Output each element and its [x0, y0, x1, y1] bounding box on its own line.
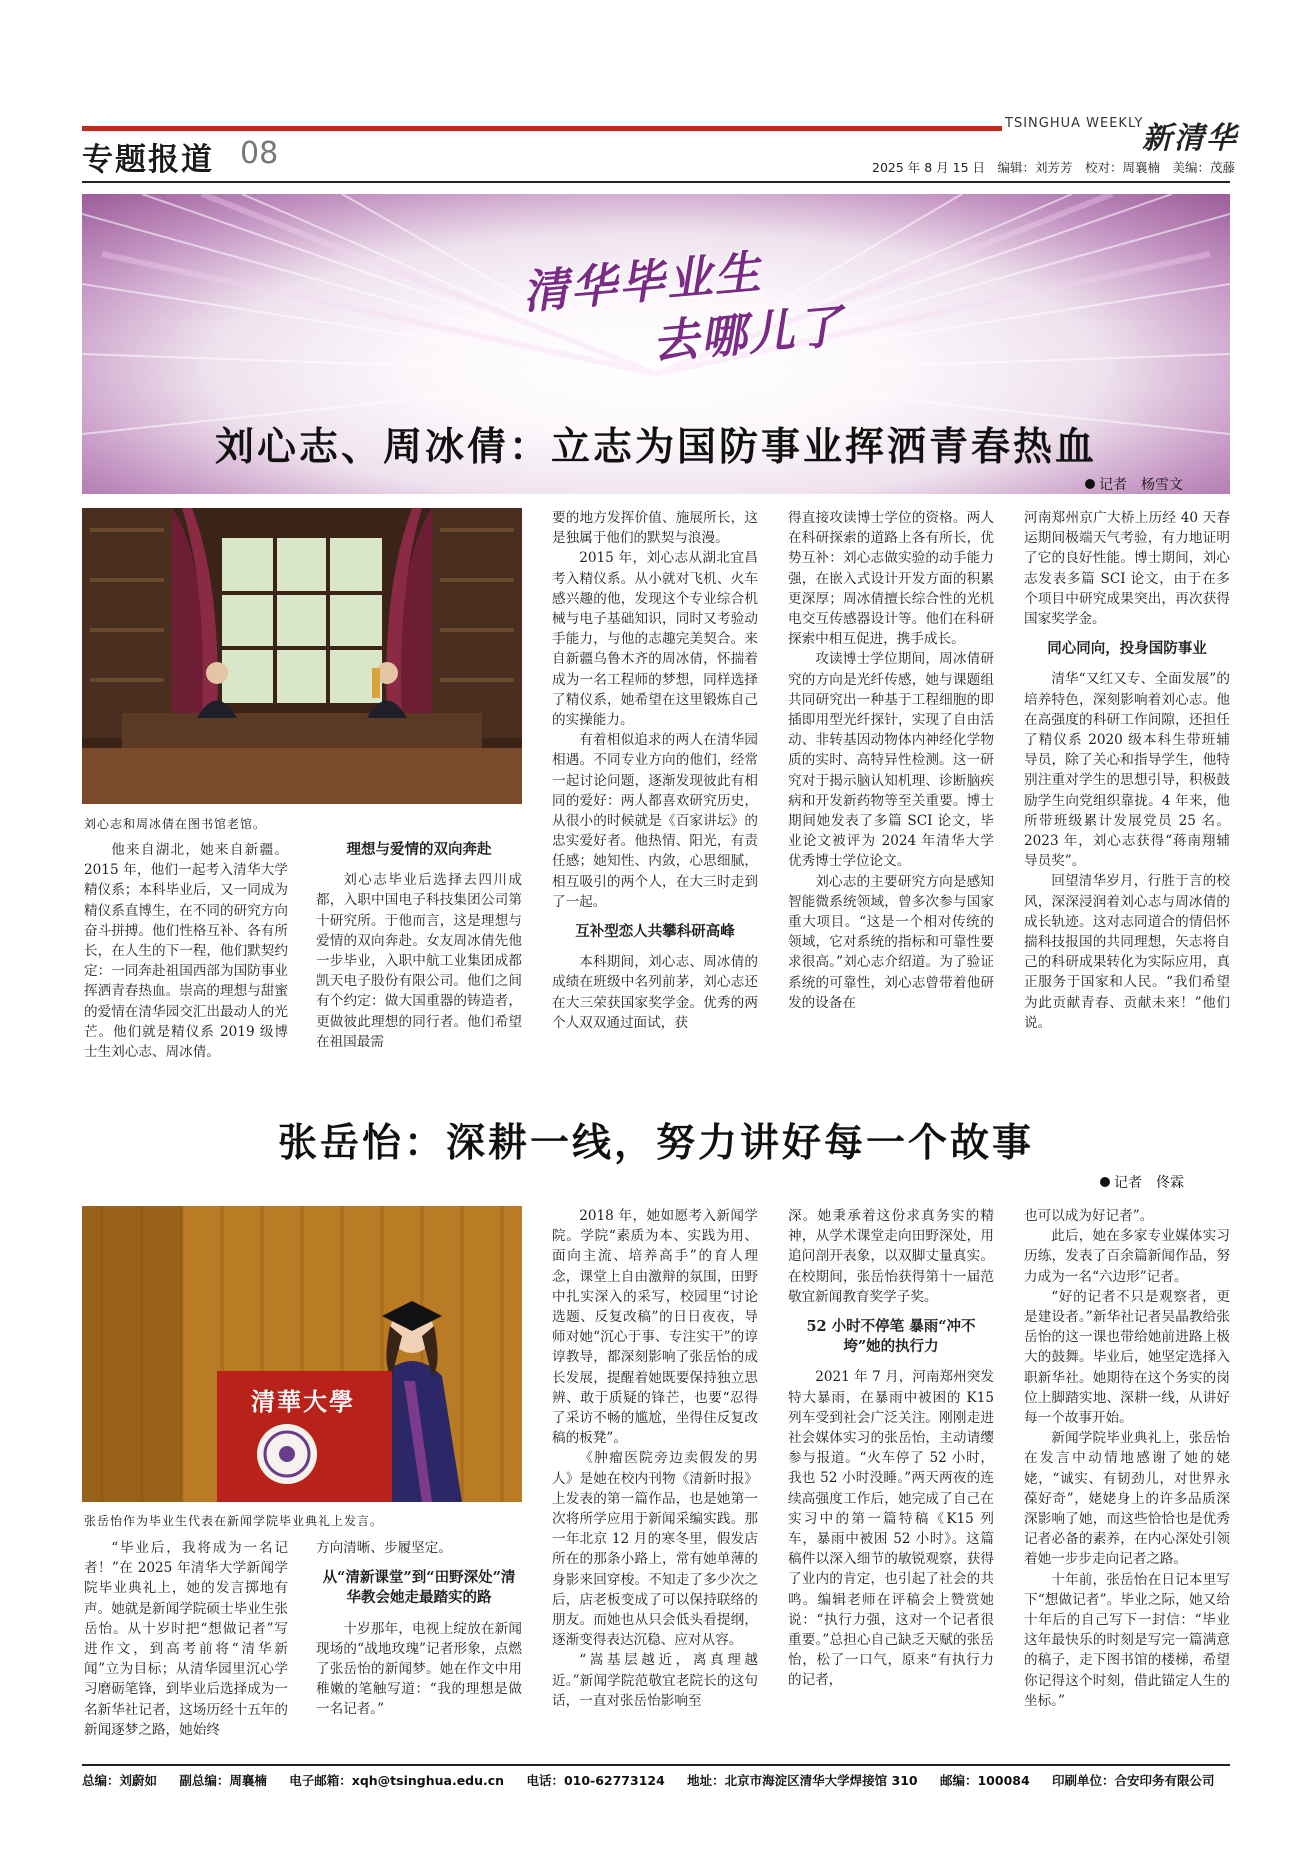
paragraph: 有着相似追求的两人在清华园相遇。不同专业方向的他们，经常一起讨论问题，逐渐发现彼此有相同的爱好：两人都喜欢研究历史，从很小的时候就是《百家讲坛》的忠实爱好者。他热情、阳光，有责任感；她知性、内敛，心思细腻，相互吸引的两个人，在大三时走到了一起。 [552, 732, 758, 910]
paragraph: 清华“又红又专、全面发展”的培养特色，深刻影响着刘心志。他在高强度的科研工作间隙，还担任了精仪系 2020 级本科生带班辅导员，除了关心和指导学生，他特别注重对学生的思想引导，积极鼓励学生向党组织靠拢。4 年来，他所带班级累计发展党员 25 名。2023 年，刘心志获得“蒋南翔辅导员奖”。 [1024, 671, 1230, 870]
story2-column-1 [84, 1538, 288, 1758]
footer-address: 地址：北京市海淀区清华大学焊接馆 310 [687, 1773, 918, 1788]
paragraph: “嵩基层越近，离真理越近。”新闻学院范敬宜老院长的这句话，一直对张岳怡影响至 [552, 1652, 758, 1709]
paragraph: 十岁那年，电视上绽放在新闻现场的“战地玫瑰”记者形象，点燃了张岳怡的新闻梦。她在作文中用稚嫩的笔触写道：“我的理想是做一名记者。” [316, 1620, 522, 1718]
paragraph: 河南郑州京广大桥上历经 40 天春运期间极端天气考验，有力地证明了它的良好性能。博士期间，刘心志发表多篇 SCI 论文，由于在多个项目中研究成果突出，再次获得国家奖学金。 [1024, 510, 1230, 628]
subheading: 从“清新课堂”到“田野深处”清华教会她走最踏实的路 [322, 1569, 516, 1607]
subheading: 互补型恋人共攀科研高峰 [575, 923, 735, 941]
paragraph: “毕业后，我将成为一名记者！”在 2025 年清华大学新闻学院毕业典礼上，她的发言掷地有声。她就是新闻学院硕士毕业生张岳怡。从十岁时把“想做记者”写进作文，到高考前将“清华新闻”立为目标；从清华园里沉心学习磨砺笔锋，到毕业后选择成为一名新华社记者，这场历经十五年的新闻逐梦之路，她始终 [84, 1540, 288, 1738]
header-rule [82, 181, 1230, 183]
story1-byline-text: 记者 杨雪文 [1099, 477, 1183, 493]
story2-photo [82, 1206, 522, 1502]
paragraph: 此后，她在多家专业媒体实习历练，发表了百余篇新闻作品，努力成为一名“六边形”记者。 [1024, 1228, 1230, 1285]
paragraph: 本科期间，刘心志、周冰倩的成绩在班级中名列前茅，刘心志还在大三荣获国家奖学金。优秀的两个人双双通过面试，获 [552, 954, 758, 1031]
story1-column-2 [316, 840, 522, 1072]
paragraph: 刘心志的主要研究方向是感知智能微系统领域，曾多次参与国家重大项目。“这是一个相对传统的领域，它对系统的指标和可靠性要求很高。”刘心志介绍道。为了验证系统的可靠性，刘心志曾带着他研发的设备在 [788, 873, 994, 1011]
story2-byline [1100, 1172, 1184, 1192]
story1-headline: 刘心志、周冰倩：立志为国防事业挥洒青春热血 [214, 424, 1097, 470]
page-number: 08 [240, 136, 279, 171]
footer-phone: 电话：010-62773124 [526, 1773, 665, 1788]
subheading: 52 小时不停笔 暴雨“冲不垮”她的执行力 [806, 1318, 976, 1356]
story2-column-3 [552, 1206, 758, 1758]
story1-byline [1085, 474, 1183, 494]
banner-title-line1: 清华毕业生 [520, 244, 765, 320]
footer-rule [82, 1764, 1230, 1766]
paragraph: “好的记者不只是观察者，更是建设者。”新华社记者吴晶教给张岳怡的这一课也带给她前进路上极大的鼓舞。毕业后，她坚定选择入职新华社。她期待在这个务实的岗位上脚踏实地、深耕一线，从讲好每一个故事开始。 [1024, 1288, 1230, 1427]
newspaper-logo: 新清华 [1142, 121, 1238, 156]
paragraph: 深。她秉承着这份求真务实的精神，从学术课堂走向田野深处，用追问剖开表象，以双脚丈量真实。在校期间，张岳怡获得第十一届范敬宜新闻教育奖学子奖。 [788, 1208, 994, 1305]
paragraph: 刘心志毕业后选择去四川成都，入职中国电子科技集团公司第十研究所。于他而言，这是理想与爱情的双向奔赴。女友周冰倩先他一步毕业，入职中航工业集团成都凯天电子股份有限公司。他们之间有个约定：做大国重器的铸造者，更做彼此理想的同行者。他们希望在祖国最需 [316, 872, 522, 1050]
story1-column-5 [1024, 508, 1230, 1072]
paragraph: 十年前，张岳怡在日记本里写下“想做记者”。毕业之际，她又给十年后的自己写下一封信：“毕业这年最快乐的时刻是写完一篇满意的稿子，走下图书馆的楼梯，希望你记得这个时刻，借此锚定人生的坐标。” [1024, 1571, 1230, 1709]
paragraph: 2015 年，刘心志从湖北宜昌考入精仪系。从小就对飞机、火车感兴趣的他，发现这个专业综合机械与电子基础知识，同时又考验动手能力，与他的志趣完美契合。来自新疆乌鲁木齐的周冰倩，怀揣着成为一名工程师的梦想，同样选择了精仪系，她希望在这里锻炼自己的实操能力。 [552, 550, 758, 729]
story2-byline-text: 记者 佟霖 [1114, 1175, 1184, 1191]
paragraph: 攻读博士学位期间，周冰倩研究的方向是光纤传感，她与课题组共同研究出一种基于工程细胞的即插即用型光纤探针，实现了自由活动、非转基因动物体内神经化学物质的实时、高特异性检测。这一研究对于揭示脑认知机理、诊断脑疾病和开发新药物等至关重要。博士期间她发表了多篇 SCI 论文，毕业论文被评为 2024 年清华大学优秀博士学位论文。 [788, 651, 994, 870]
issue-meta: 2025 年 8 月 15 日 编辑：刘芳芳 校对：周襄楠 美编：茂藤 [872, 160, 1236, 175]
section-title: 专题报道 [82, 142, 214, 178]
footer-deputy-editor: 副总编：周襄楠 [179, 1773, 267, 1788]
story1-column-4 [788, 508, 994, 1072]
story1-column-1 [84, 840, 288, 1072]
footer-postcode: 邮编：100084 [939, 1773, 1030, 1788]
newspaper-name-en: TSINGHUA WEEKLY [1005, 116, 1144, 131]
banner-title-line2: 去哪儿了 [650, 298, 847, 370]
header-red-bar [82, 126, 1002, 131]
story1-column-3 [552, 508, 758, 1072]
footer-info [82, 1771, 1230, 1789]
story2-headline: 张岳怡：深耕一线，努力讲好每一个故事 [277, 1120, 1034, 1166]
story2-photo-caption: 张岳怡作为毕业生代表在新闻学院毕业典礼上发言。 [84, 1514, 384, 1528]
subheading: 同心同向，投身国防事业 [1047, 640, 1207, 658]
subheading: 理想与爱情的双向奔赴 [346, 841, 492, 858]
footer-email: 电子邮箱：xqh@tsinghua.edu.cn [289, 1773, 505, 1788]
podium-logo: 清華大學 [251, 1387, 355, 1416]
story2-column-4 [788, 1206, 994, 1758]
story1-photo-caption: 刘心志和周冰倩在图书馆老馆。 [84, 817, 267, 831]
story1-photo [82, 508, 522, 804]
paragraph: 新闻学院毕业典礼上，张岳怡在发言中动情地感谢了她的姥姥，“诚实、有韧劲儿，对世界永葆好奇”，姥姥身上的许多品质深深影响了她，而这些恰恰也是优秀记者必备的素养，在内心深处引领着她一步步走向记者之路。 [1024, 1430, 1230, 1568]
paragraph: 也可以成为好记者”。 [1024, 1208, 1154, 1224]
story2-column-5 [1024, 1206, 1230, 1758]
paragraph: 要的地方发挥价值、施展所长，这是独属于他们的默契与浪漫。 [552, 510, 758, 547]
footer-printer: 印刷单位：合安印务有限公司 [1052, 1773, 1215, 1788]
paragraph: 2018 年，她如愿考入新闻学院。学院“素质为本、实践为用、面向主流、培养高手”的育人理念，课堂上自由激辩的氛围，田野中扎实深入的采写，校园里“讨论选题、反复改稿”的日日夜夜，导师对她“沉心于事、专注实干”的谆谆教导，都深刻影响了张岳怡的成长发展，提醒着她既要保持独立思辨、敢于质疑的锋芒，也要“忍得了采访不畅的尴尬，坐得住反复改稿的板凳”。 [552, 1208, 758, 1447]
paragraph: 回望清华岁月，行胜于言的校风，深深浸润着刘心志与周冰倩的成长轨迹。这对志同道合的情侣怀揣科技报国的共同理想，矢志将自己的科研成果转化为实际应用，真正服务于国家和人民。“我们希望为此贡献青春、贡献未来！”他们说。 [1024, 873, 1230, 1031]
paragraph: 2021 年 7 月，河南郑州突发特大暴雨，在暴雨中被困的 K15 列车受到社会广泛关注。刚刚走进社会媒体实习的张岳怡，主动请缨参与报道。“火车停了 52 小时，我也 52 小时没睡。”两天两夜的连续高强度工作后，她完成了自己在实习中的第一篇特稿《K15 列车，暴雨中被困 52 小时》。这篇稿件以深入细节的敏锐观察，获得了业内的肯定，也引起了社会的共鸣。编辑老师在评稿会上赞赏她说：“执行力强，这对一个记者很重要。”总担心自己缺乏天赋的张岳怡，松了一口气，原来“有执行力的记者， [788, 1369, 994, 1689]
story2-column-2 [316, 1538, 522, 1758]
paragraph: 方向清晰、步履坚定。 [316, 1540, 452, 1556]
paragraph: 他来自湖北，她来自新疆。2015 年，他们一起考入清华大学精仪系；本科毕业后，又一同成为精仪系直博生，在不同的研究方向奋斗拼搏。他们性格互补、各有所长，在人生的下一程，他们默契约定：一同奔赴祖国西部为国防事业挥洒青春热血。崇高的理想与甜蜜的爱情在清华园交汇出最动人的光芒。他们就是精仪系 2019 级博士生刘心志、周冰倩。 [84, 842, 288, 1061]
paragraph: 《肿瘤医院旁边卖假发的男人》是她在校内刊物《清新时报》上发表的第一篇作品，也是她第一次将所学应用于新闻采编实践。那一年北京 12 月的寒冬里，假发店所在的那条小路上，常有她单薄的身影来回穿梭。不知走了多少次之后，店老板变成了可以保持联络的朋友。而她也从只会低头看提纲，逐渐变得表达沉稳、应对从容。 [552, 1450, 758, 1649]
footer-chief-editor: 总编：刘蔚如 [82, 1773, 158, 1788]
paragraph: 得直接攻读博士学位的资格。两人在科研探索的道路上各有所长，优势互补：刘心志做实验的动手能力强，在嵌入式设计开发方面的积累更深厚；周冰倩擅长综合性的光机电交互传感器设计等。他们在科研探索中相互促进，携手成长。 [788, 510, 994, 648]
